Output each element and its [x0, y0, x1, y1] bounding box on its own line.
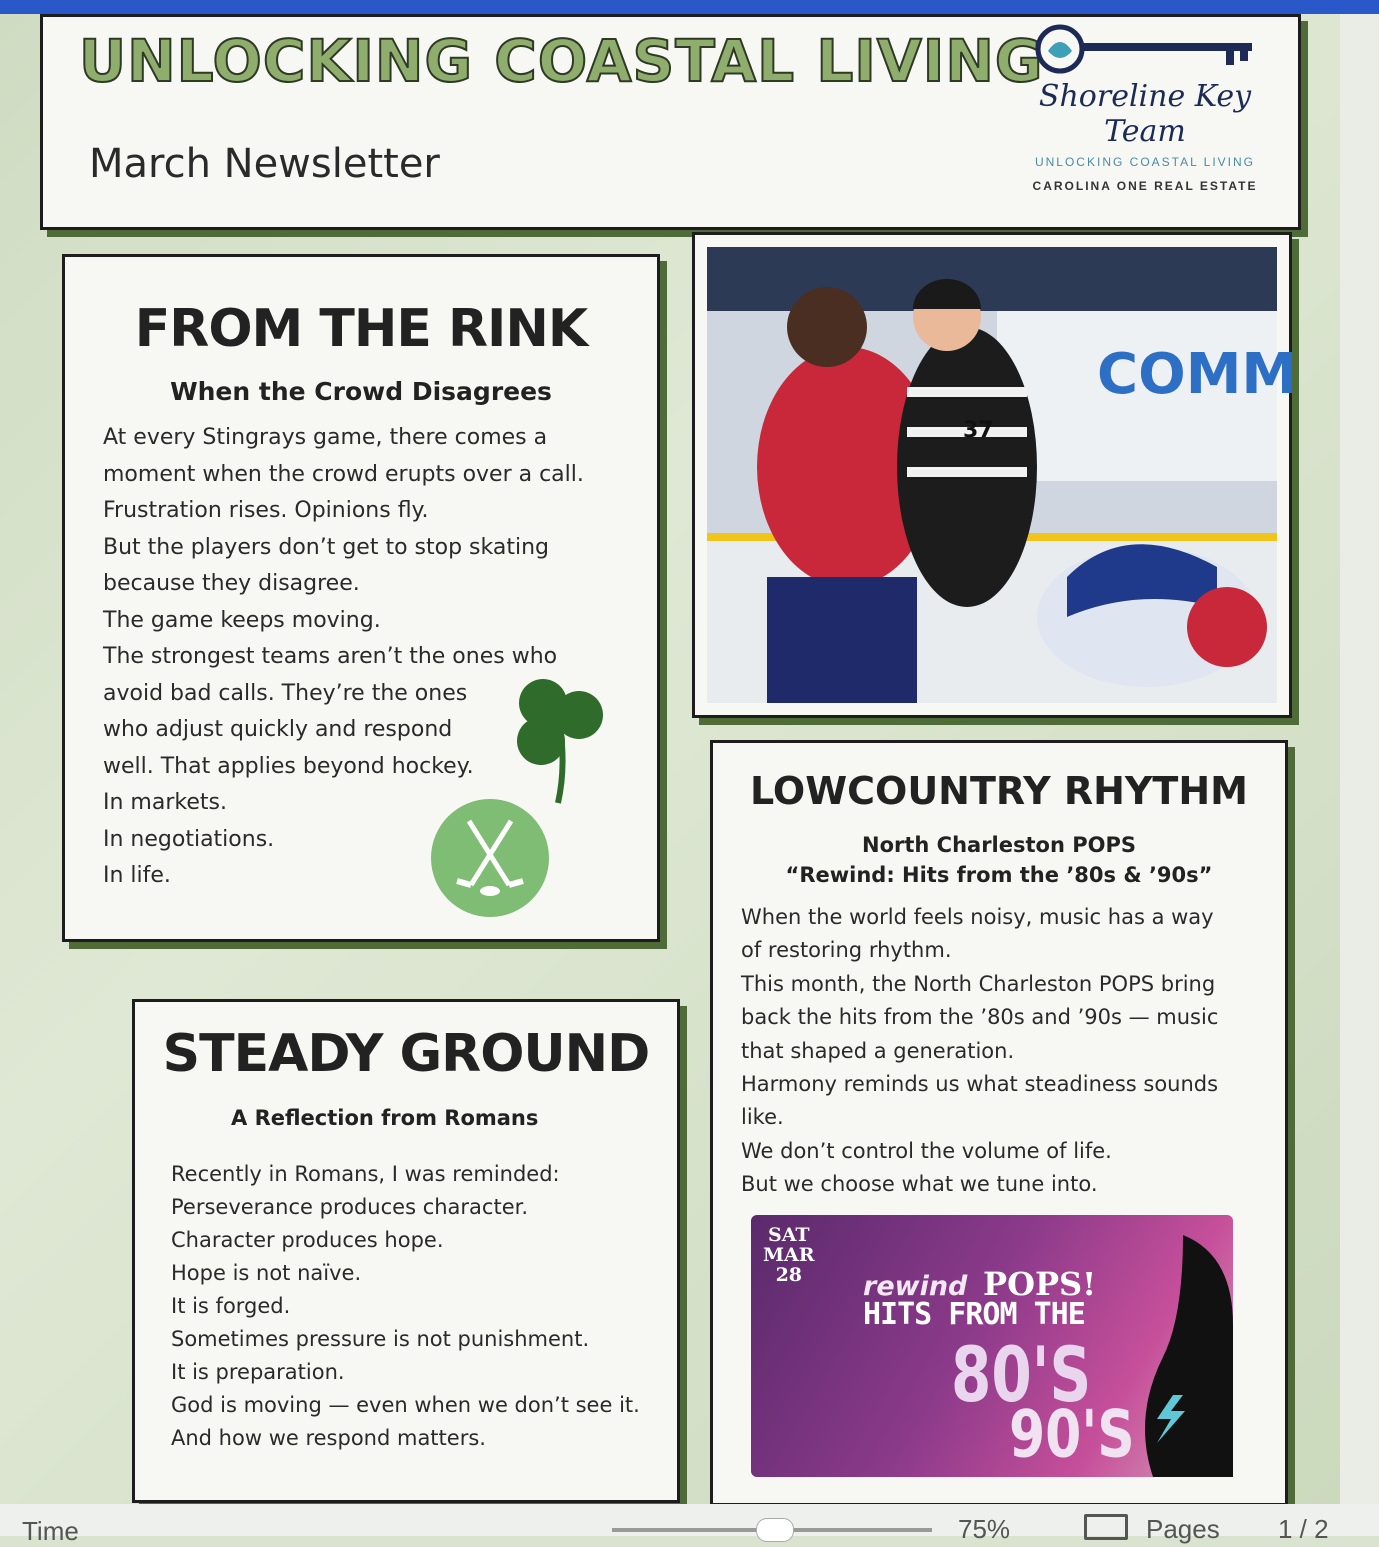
steady-line: Sometimes pressure is not punishment. — [171, 1327, 590, 1351]
hockey-sticks-icon — [431, 799, 549, 917]
key-icon — [1030, 21, 1260, 77]
viewer-margin — [1340, 14, 1379, 1504]
rink-line: The strongest teams aren’t the ones who — [103, 644, 558, 669]
steady-title: STEADY GROUND — [162, 1024, 650, 1084]
zoom-level[interactable]: 75% — [958, 1514, 1011, 1544]
rink-subtitle: When the Crowd Disagrees — [170, 377, 552, 406]
steady-ground-panel — [132, 999, 680, 1503]
rink-line: moment when the crowd erupts over a call. — [103, 461, 584, 487]
rhythm-title: LOWCOUNTRY RHYTHM — [750, 769, 1248, 813]
rhythm-line: of restoring rhythm. — [741, 938, 952, 963]
arena-sign-text: COMM — [1097, 342, 1298, 407]
zoom-slider-handle[interactable] — [756, 1518, 794, 1542]
hockey-photo — [707, 247, 1298, 703]
steady-line: Recently in Romans, I was reminded: — [171, 1162, 560, 1186]
rhythm-line: Harmony reminds us what steadiness sounds — [741, 1072, 1219, 1097]
rink-line: In markets. — [103, 790, 227, 815]
rink-line: In negotiations. — [103, 826, 275, 852]
event-80s-text: 80'S — [951, 1330, 1092, 1420]
rink-line: who adjust quickly and respond — [103, 717, 453, 742]
pages-button[interactable] — [1084, 1514, 1220, 1545]
event-hits-text: HITS FROM THE — [863, 1297, 1085, 1332]
rhythm-event-name: “Rewind: Hits from the ’80s & ’90s” — [785, 863, 1213, 887]
rhythm-line: When the world feels noisy, music has a way — [741, 905, 1214, 929]
rhythm-subtitle: North Charleston POPS — [862, 833, 1136, 857]
viewer-status-bar — [0, 1504, 1379, 1546]
rhythm-line: that shaped a generation. — [741, 1038, 1015, 1063]
logo-tagline: UNLOCKING COASTAL LIVING — [1034, 155, 1256, 169]
pops-logo: POPS! — [983, 1265, 1097, 1303]
logo-team-name: Shoreline Key Team — [1038, 79, 1252, 149]
rink-line: In life. — [103, 863, 171, 888]
header-panel — [40, 14, 1301, 230]
event-day-number: 28 — [775, 1264, 803, 1286]
newsletter-subtitle: March Newsletter — [89, 141, 440, 187]
rhythm-line: like. — [741, 1105, 784, 1130]
pages-icon — [1084, 1514, 1128, 1540]
steady-line: God is moving — even when we don’t see it. — [171, 1393, 640, 1417]
rink-line: well. That applies beyond hockey. — [103, 753, 474, 779]
steady-line: It is preparation. — [171, 1360, 345, 1384]
rink-line: Frustration rises. Opinions fly. — [103, 498, 429, 523]
referee-number: 37 — [963, 418, 994, 443]
steady-line: Hope is not naïve. — [171, 1261, 362, 1285]
window-top-bar — [0, 0, 1379, 14]
page-count: 1 / 2 — [1278, 1514, 1329, 1544]
hockey-photo-frame — [692, 232, 1298, 718]
rhythm-line: back the hits from the ’80s and ’90s — music — [741, 1005, 1219, 1030]
newsletter-title: UNLOCKING COASTAL LIVING — [79, 27, 1044, 95]
steady-line: And how we respond matters. — [171, 1426, 486, 1450]
shamrock-icon — [505, 667, 615, 807]
status-left-label: Time — [22, 1516, 79, 1546]
rink-line: The game keeps moving. — [103, 607, 381, 633]
steady-line: Perseverance produces character. — [171, 1195, 529, 1219]
pages-label: Pages — [1146, 1514, 1220, 1544]
logo-company: CAROLINA ONE REAL ESTATE — [1032, 179, 1258, 193]
rhythm-line: This month, the North Charleston POPS bring — [741, 971, 1216, 996]
rink-text — [103, 420, 657, 895]
event-month: MAR — [763, 1244, 815, 1266]
rhythm-text — [741, 901, 1285, 1202]
rink-title: FROM THE RINK — [134, 299, 588, 359]
rink-line: avoid bad calls. They’re the ones — [103, 680, 468, 706]
steady-line: Character produces hope. — [171, 1228, 444, 1252]
event-rewind-text: rewind — [863, 1271, 968, 1302]
event-poster — [751, 1215, 1233, 1477]
rink-line: But the players don’t get to stop skating — [103, 534, 549, 560]
steady-subtitle: A Reflection from Romans — [231, 1106, 539, 1130]
event-date — [763, 1225, 815, 1285]
rink-line: because they disagree. — [103, 571, 360, 596]
from-the-rink-panel — [62, 254, 660, 942]
event-90s-text: 90'S — [1009, 1397, 1135, 1473]
rhythm-line: We don’t control the volume of life. — [741, 1138, 1112, 1163]
event-day: SAT — [768, 1224, 810, 1246]
lowcountry-rhythm-panel — [710, 740, 1288, 1506]
team-logo — [1020, 21, 1270, 193]
steady-text — [171, 1158, 677, 1455]
steady-line: It is forged. — [171, 1294, 291, 1318]
newsletter-page — [0, 14, 1340, 1504]
rink-line: At every Stingrays game, there comes a — [103, 425, 548, 450]
rhythm-line: But we choose what we tune into. — [741, 1172, 1098, 1197]
